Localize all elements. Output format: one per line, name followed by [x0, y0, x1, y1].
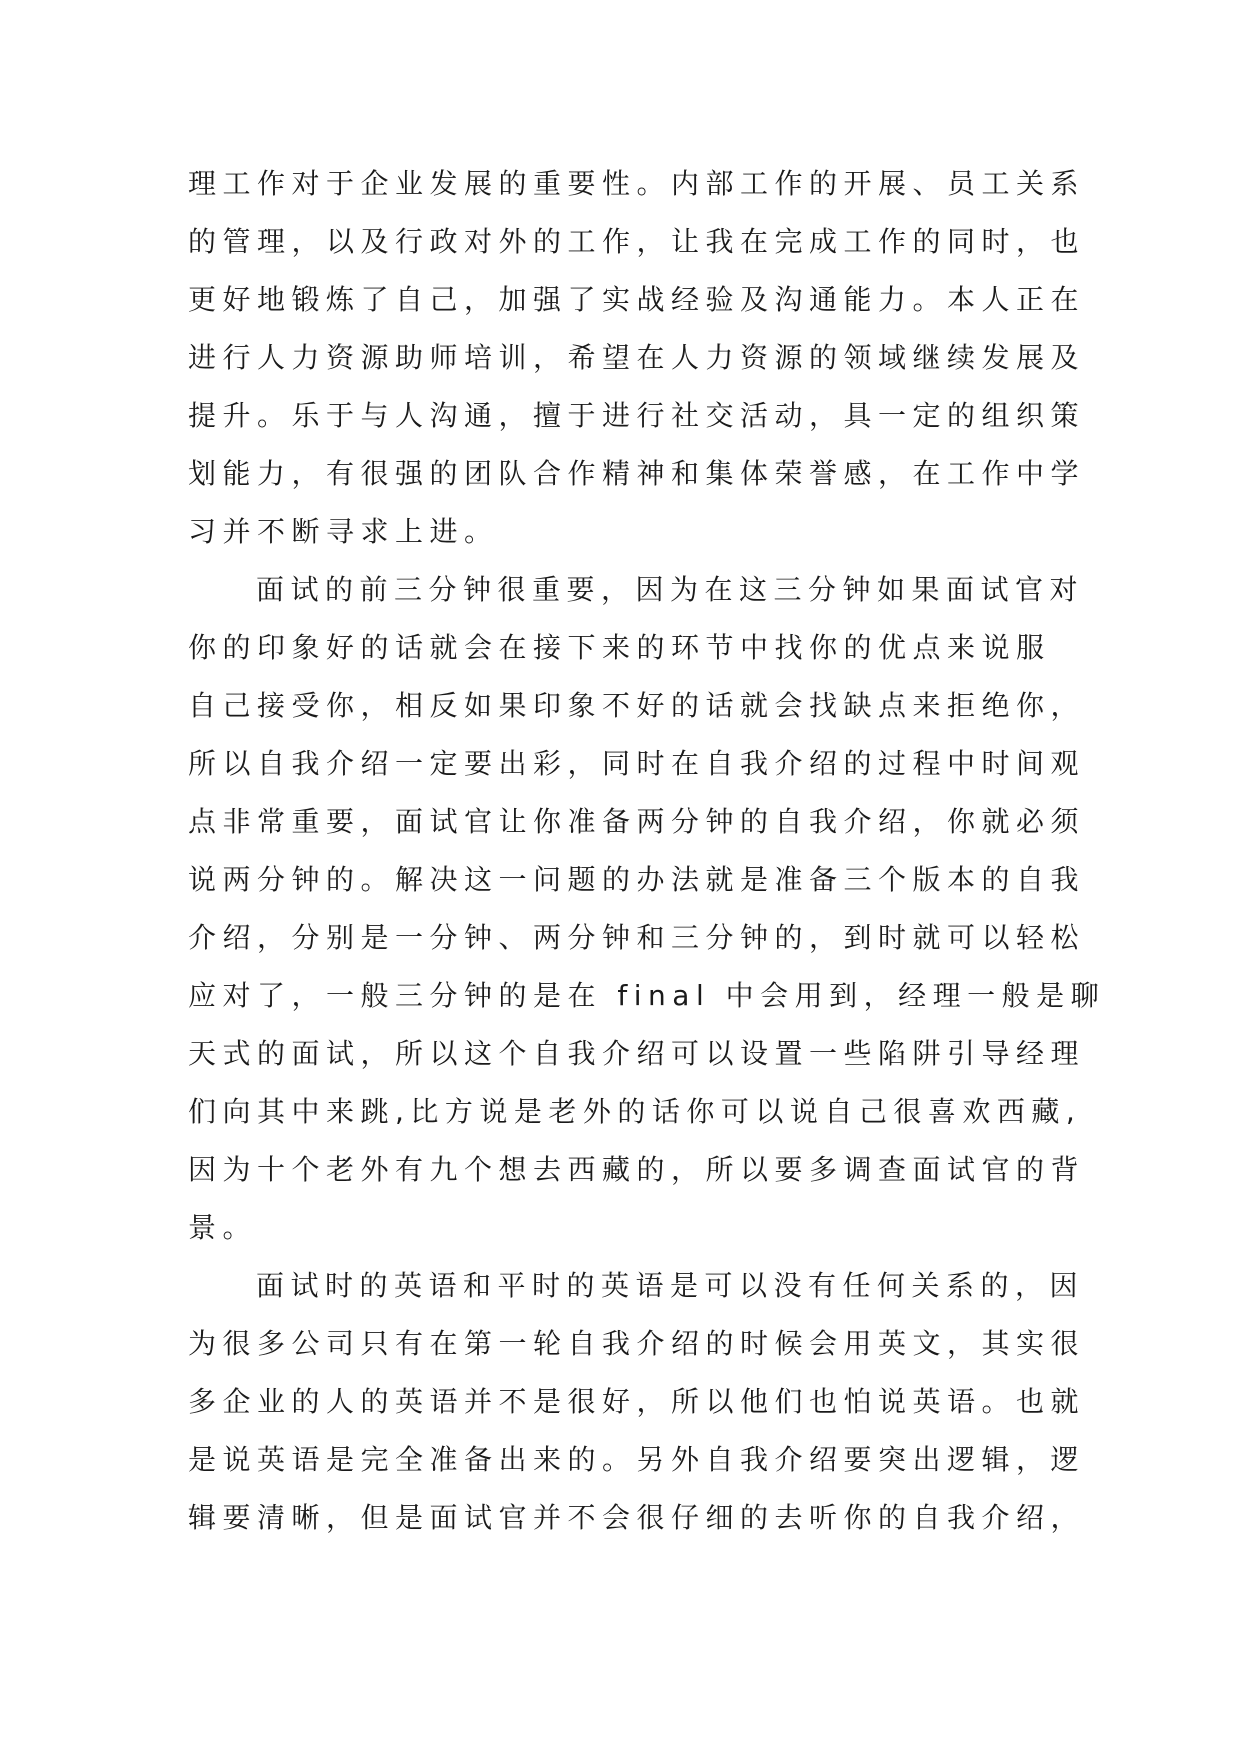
text-line: 的管理，以及行政对外的工作，让我在完成工作的同时，也 [188, 225, 1086, 258]
text-line: 自己接受你，相反如果印象不好的话就会找缺点来拒绝你， [188, 689, 1086, 722]
text-line: 们向其中来跳,比方说是老外的话你可以说自己很喜欢西藏, [188, 1095, 1082, 1128]
paragraph-first-line: 面试时的英语和平时的英语是可以没有任何关系的，因 [256, 1269, 1085, 1302]
text-line: 为很多公司只有在第一轮自我介绍的时候会用英文，其实很 [188, 1327, 1086, 1360]
body-text [188, 155, 1106, 1547]
text-line: 点非常重要，面试官让你准备两分钟的自我介绍，你就必须 [188, 805, 1086, 838]
text-line: 更好地锻炼了自己，加强了实战经验及沟通能力。本人正在 [188, 283, 1086, 316]
text-line: 应对了，一般三分钟的是在 final 中会用到，经理一般是聊 [188, 979, 1106, 1012]
text-line: 所以自我介绍一定要出彩，同时在自我介绍的过程中时间观 [188, 747, 1086, 780]
text-line: 说两分钟的。解决这一问题的办法就是准备三个版本的自我 [188, 863, 1086, 896]
text-line: 是说英语是完全准备出来的。另外自我介绍要突出逻辑，逻 [188, 1443, 1086, 1476]
text-line: 划能力，有很强的团队合作精神和集体荣誉感，在工作中学 [188, 457, 1086, 490]
text-line: 天式的面试，所以这个自我介绍可以设置一些陷阱引导经理 [188, 1037, 1086, 1070]
text-line: 多企业的人的英语并不是很好，所以他们也怕说英语。也就 [188, 1385, 1086, 1418]
text-line: 辑要清晰，但是面试官并不会很仔细的去听你的自我介绍， [188, 1501, 1086, 1534]
text-line: 理工作对于企业发展的重要性。内部工作的开展、员工关系 [188, 167, 1086, 200]
text-line: 你的印象好的话就会在接下来的环节中找你的优点来说服 [188, 631, 1051, 664]
text-line: 进行人力资源助师培训，希望在人力资源的领域继续发展及 [188, 341, 1086, 374]
text-line: 提升。乐于与人沟通，擅于进行社交活动，具一定的组织策 [188, 399, 1086, 432]
paragraph-first-line: 面试的前三分钟很重要，因为在这三分钟如果面试官对 [256, 573, 1085, 606]
text-line: 介绍，分别是一分钟、两分钟和三分钟的，到时就可以轻松 [188, 921, 1086, 954]
text-line: 因为十个老外有九个想去西藏的，所以要多调查面试官的背 [188, 1153, 1086, 1186]
text-line: 习并不断寻求上进。 [188, 515, 499, 548]
text-line: 景。 [188, 1211, 258, 1244]
